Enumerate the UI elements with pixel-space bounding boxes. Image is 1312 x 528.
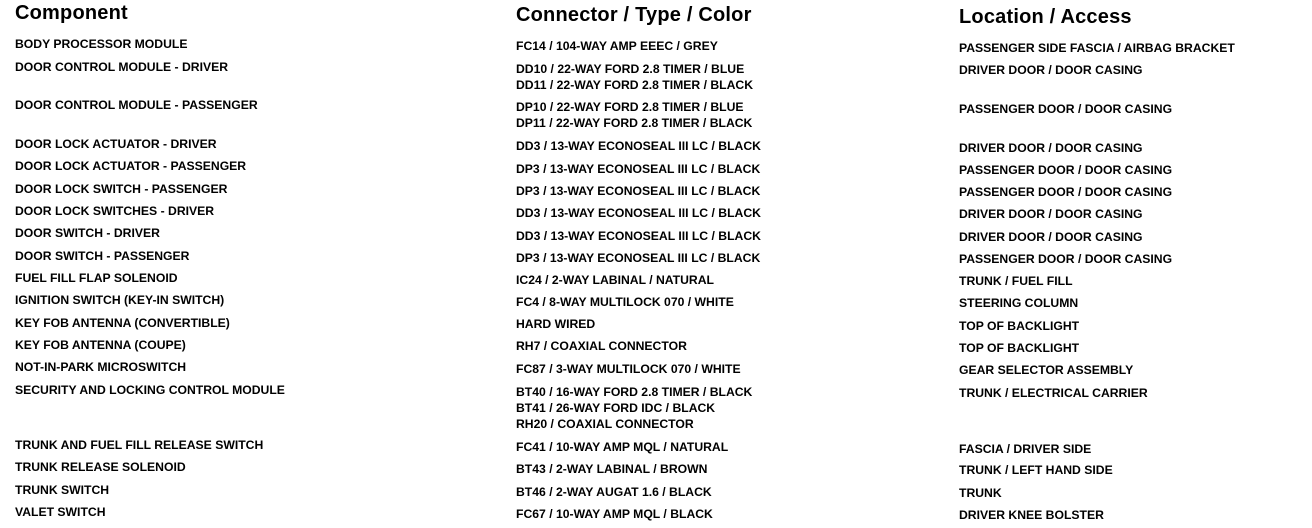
- location-cell: PASSENGER DOOR / DOOR CASING: [959, 163, 1173, 177]
- connector-cell: [516, 205, 761, 221]
- connector-line: DP10 / 22-WAY FORD 2.8 TIMER / BLUE: [516, 100, 744, 114]
- connector-cell: [516, 294, 734, 310]
- connector-line: IC24 / 2-WAY LABINAL / NATURAL: [516, 273, 714, 287]
- component-cell: SECURITY AND LOCKING CONTROL MODULE: [15, 383, 285, 397]
- location-cell: TOP OF BACKLIGHT: [959, 341, 1080, 355]
- connector-line: RH7 / COAXIAL CONNECTOR: [516, 339, 687, 353]
- connector-line: DP3 / 13-WAY ECONOSEAL III LC / BLACK: [516, 162, 761, 176]
- connector-cell: [516, 61, 753, 93]
- connector-line: BT40 / 16-WAY FORD 2.8 TIMER / BLACK: [516, 385, 753, 399]
- connector-cell: [516, 338, 687, 354]
- location-cell: DRIVER KNEE BOLSTER: [959, 508, 1104, 522]
- connector-line: DD10 / 22-WAY FORD 2.8 TIMER / BLUE: [516, 62, 745, 76]
- location-cell: PASSENGER DOOR / DOOR CASING: [959, 252, 1173, 266]
- connector-cell: [516, 138, 761, 154]
- connector-cell: [516, 361, 741, 377]
- connector-cell: [516, 161, 760, 177]
- location-cell: PASSENGER DOOR / DOOR CASING: [959, 102, 1173, 116]
- component-cell: KEY FOB ANTENNA (COUPE): [15, 338, 186, 352]
- component-cell: DOOR LOCK ACTUATOR - PASSENGER: [15, 159, 247, 173]
- connector-cell: [516, 250, 760, 266]
- location-cell: TRUNK: [959, 486, 1002, 500]
- component-cell: DOOR LOCK SWITCHES - DRIVER: [15, 204, 215, 218]
- location-cell: TOP OF BACKLIGHT: [959, 319, 1080, 333]
- component-cell: NOT-IN-PARK MICROSWITCH: [15, 360, 187, 374]
- component-cell: VALET SWITCH: [15, 505, 106, 519]
- connector-cell: [516, 99, 752, 131]
- connector-line: RH20 / COAXIAL CONNECTOR: [516, 417, 694, 431]
- component-cell: TRUNK AND FUEL FILL RELEASE SWITCH: [15, 438, 264, 452]
- component-cell: DOOR LOCK SWITCH - PASSENGER: [15, 182, 228, 196]
- component-cell: KEY FOB ANTENNA (CONVERTIBLE): [15, 316, 230, 330]
- connector-line: FC87 / 3-WAY MULTILOCK 070 / WHITE: [516, 362, 741, 376]
- connector-cell: [516, 228, 761, 244]
- connector-cell: [516, 38, 718, 54]
- connector-cell: [516, 384, 752, 432]
- header-location: Location / Access: [959, 6, 1132, 28]
- connector-line: BT46 / 2-WAY AUGAT 1.6 / BLACK: [516, 485, 712, 499]
- header-component: Component: [15, 2, 128, 24]
- connector-line: HARD WIRED: [516, 317, 596, 331]
- connector-cell: [516, 439, 728, 455]
- component-cell: TRUNK RELEASE SOLENOID: [15, 460, 186, 474]
- connector-line: FC4 / 8-WAY MULTILOCK 070 / WHITE: [516, 295, 734, 309]
- connector-line: DP3 / 13-WAY ECONOSEAL III LC / BLACK: [516, 251, 761, 265]
- location-cell: DRIVER DOOR / DOOR CASING: [959, 207, 1143, 221]
- component-cell: DOOR CONTROL MODULE - DRIVER: [15, 60, 229, 74]
- header-connector: Connector / Type / Color: [516, 4, 752, 26]
- connector-line: DP3 / 13-WAY ECONOSEAL III LC / BLACK: [516, 184, 761, 198]
- location-cell: PASSENGER SIDE FASCIA / AIRBAG BRACKET: [959, 41, 1235, 55]
- component-cell: FUEL FILL FLAP SOLENOID: [15, 271, 178, 285]
- component-cell: DOOR SWITCH - PASSENGER: [15, 249, 190, 263]
- connector-cell: [516, 506, 713, 522]
- component-cell: TRUNK SWITCH: [15, 483, 110, 497]
- location-cell: TRUNK / LEFT HAND SIDE: [959, 463, 1113, 477]
- location-cell: STEERING COLUMN: [959, 296, 1079, 310]
- location-cell: GEAR SELECTOR ASSEMBLY: [959, 363, 1134, 377]
- connector-line: DD3 / 13-WAY ECONOSEAL III LC / BLACK: [516, 139, 761, 153]
- component-cell: DOOR CONTROL MODULE - PASSENGER: [15, 98, 258, 112]
- location-cell: PASSENGER DOOR / DOOR CASING: [959, 185, 1173, 199]
- connector-line: FC67 / 10-WAY AMP MQL / BLACK: [516, 507, 713, 521]
- connector-line: DD11 / 22-WAY FORD 2.8 TIMER / BLACK: [516, 78, 754, 92]
- connector-line: FC14 / 104-WAY AMP EEEC / GREY: [516, 39, 718, 53]
- connector-line: FC41 / 10-WAY AMP MQL / NATURAL: [516, 440, 729, 454]
- location-cell: TRUNK / ELECTRICAL CARRIER: [959, 386, 1148, 400]
- location-cell: DRIVER DOOR / DOOR CASING: [959, 230, 1143, 244]
- connector-cell: [516, 484, 712, 500]
- component-cell: DOOR SWITCH - DRIVER: [15, 226, 160, 240]
- location-cell: DRIVER DOOR / DOOR CASING: [959, 141, 1143, 155]
- component-cell: DOOR LOCK ACTUATOR - DRIVER: [15, 137, 217, 151]
- connector-cell: [516, 461, 707, 477]
- connector-cell: [516, 183, 760, 199]
- connector-cell: [516, 272, 714, 288]
- component-cell: IGNITION SWITCH (KEY-IN SWITCH): [15, 293, 225, 307]
- connector-line: BT43 / 2-WAY LABINAL / BROWN: [516, 462, 708, 476]
- connector-line: DD3 / 13-WAY ECONOSEAL III LC / BLACK: [516, 206, 761, 220]
- location-cell: TRUNK / FUEL FILL: [959, 274, 1073, 288]
- location-cell: FASCIA / DRIVER SIDE: [959, 442, 1092, 456]
- component-cell: BODY PROCESSOR MODULE: [15, 37, 188, 51]
- connector-line: DP11 / 22-WAY FORD 2.8 TIMER / BLACK: [516, 116, 753, 130]
- connector-line: BT41 / 26-WAY FORD IDC / BLACK: [516, 401, 716, 415]
- connector-cell: [516, 316, 595, 332]
- connector-line: DD3 / 13-WAY ECONOSEAL III LC / BLACK: [516, 229, 761, 243]
- location-cell: DRIVER DOOR / DOOR CASING: [959, 63, 1143, 77]
